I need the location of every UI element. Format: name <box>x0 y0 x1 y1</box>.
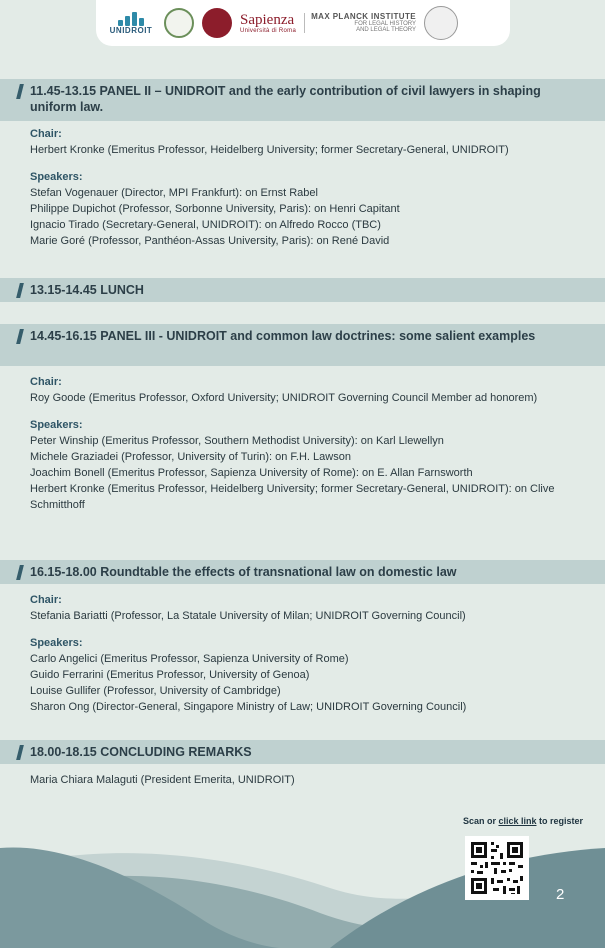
slash-icon <box>16 329 24 344</box>
panel3-chair: Roy Goode (Emeritus Professor, Oxford University; UNIDROIT Governing Council Member ad honorem) <box>30 392 538 404</box>
register-suffix: to register <box>536 816 583 826</box>
sapienza-subtitle: Università di Roma <box>240 27 297 34</box>
panel3-speaker: Herbert Kronke (Emeritus Professor, Heidelberg University; former Secretary-General, UNIDROIT): on Clive Schmitthoff <box>30 483 555 511</box>
panel2-speaker: Stefan Vogenauer (Director, MPI Frankfurt): on Ernst Rabel <box>30 187 318 199</box>
page-number: 2 <box>556 886 565 903</box>
panel2-speaker: Marie Goré (Professor, Panthéon-Assas University, Paris): on René David <box>30 235 390 247</box>
sapienza-seal-icon <box>202 8 232 38</box>
roundtable-speakers-label: Speakers: <box>30 637 83 649</box>
slash-icon <box>16 84 24 99</box>
concluding-speaker: Maria Chiara Malaguti (President Emerita, UNIDROIT) <box>30 774 295 786</box>
panel3-speaker: Peter Winship (Emeritus Professor, Southern Methodist University): on Karl Llewellyn <box>30 435 444 447</box>
slash-icon <box>16 745 24 760</box>
concluding-body <box>30 772 590 788</box>
panel3-speaker: Michele Graziadei (Professor, University of Turin): on F.H. Lawson <box>30 451 351 463</box>
centenary-seal-icon <box>164 8 194 38</box>
panel2-speaker: Philippe Dupichot (Professor, Sorbonne University, Paris): on Henri Capitant <box>30 203 400 215</box>
panel3-chair-label: Chair: <box>30 376 62 388</box>
concluding-title: 18.00-18.15 CONCLUDING REMARKS <box>30 745 252 759</box>
panel2-body <box>30 126 590 249</box>
roundtable-header <box>0 560 605 584</box>
roundtable-body <box>30 592 590 715</box>
sapienza-logo <box>240 13 296 34</box>
unidroit-wordmark: UNIDROIT <box>109 25 153 35</box>
roundtable-speaker: Guido Ferrarini (Emeritus Professor, University of Genoa) <box>30 669 310 681</box>
mpi-subtitle-2: AND LEGAL THEORY <box>356 27 416 34</box>
panel2-chair: Herbert Kronke (Emeritus Professor, Heidelberg University; former Secretary-General, UNIDROIT) <box>30 144 509 156</box>
panel3-speaker: Joachim Bonell (Emeritus Professor, Sapienza University of Rome): on E. Allan Farnsworth <box>30 467 473 479</box>
mpi-subtitle-1: FOR LEGAL HISTORY <box>354 20 416 27</box>
slash-icon <box>16 283 24 298</box>
panel2-speaker: Ignacio Tirado (Secretary-General, UNIDROIT): on Alfredo Rocco (TBC) <box>30 219 381 231</box>
mpi-logo <box>304 13 416 34</box>
minerva-emblem-icon <box>424 6 458 40</box>
unidroit-mark-icon <box>116 12 146 26</box>
roundtable-speaker: Louise Gullifer (Professor, University of Cambridge) <box>30 685 281 697</box>
panel3-title: 14.45-16.15 PANEL III - UNIDROIT and common law doctrines: some salient examples <box>30 329 536 343</box>
roundtable-speaker: Sharon Ong (Director-General, Singapore Ministry of Law; UNIDROIT Governing Council) <box>30 701 467 713</box>
roundtable-title: 16.15-18.00 Roundtable the effects of transnational law on domestic law <box>30 565 457 579</box>
register-prefix: Scan or <box>462 816 499 826</box>
register-prompt <box>463 816 583 826</box>
panel2-chair-label: Chair: <box>30 128 62 140</box>
lunch-header <box>0 278 605 302</box>
slash-icon <box>16 565 24 580</box>
unidroit-logo <box>106 12 156 35</box>
panel3-header <box>0 324 605 366</box>
roundtable-speaker: Carlo Angelici (Emeritus Professor, Sapienza University of Rome) <box>30 653 349 665</box>
lunch-title: 13.15-14.45 LUNCH <box>30 283 144 297</box>
mpi-name: MAX PLANCK INSTITUTE <box>311 11 416 21</box>
qr-code-icon[interactable] <box>465 836 529 900</box>
roundtable-chair-label: Chair: <box>30 594 62 606</box>
logo-header <box>96 0 510 46</box>
panel2-header <box>0 79 605 121</box>
panel2-speakers-label: Speakers: <box>30 171 83 183</box>
panel3-speakers-label: Speakers: <box>30 419 83 431</box>
panel3-body <box>30 374 590 513</box>
panel2-title: 11.45-13.15 PANEL II – UNIDROIT and the early contribution of civil lawyers in shaping uniform law. <box>30 84 541 114</box>
concluding-header <box>0 740 605 764</box>
roundtable-chair: Stefania Bariatti (Professor, La Statale University of Milan; UNIDROIT Governing Council) <box>30 610 466 622</box>
register-link[interactable]: click link <box>498 816 537 826</box>
sapienza-name: Sapienza <box>240 11 295 28</box>
